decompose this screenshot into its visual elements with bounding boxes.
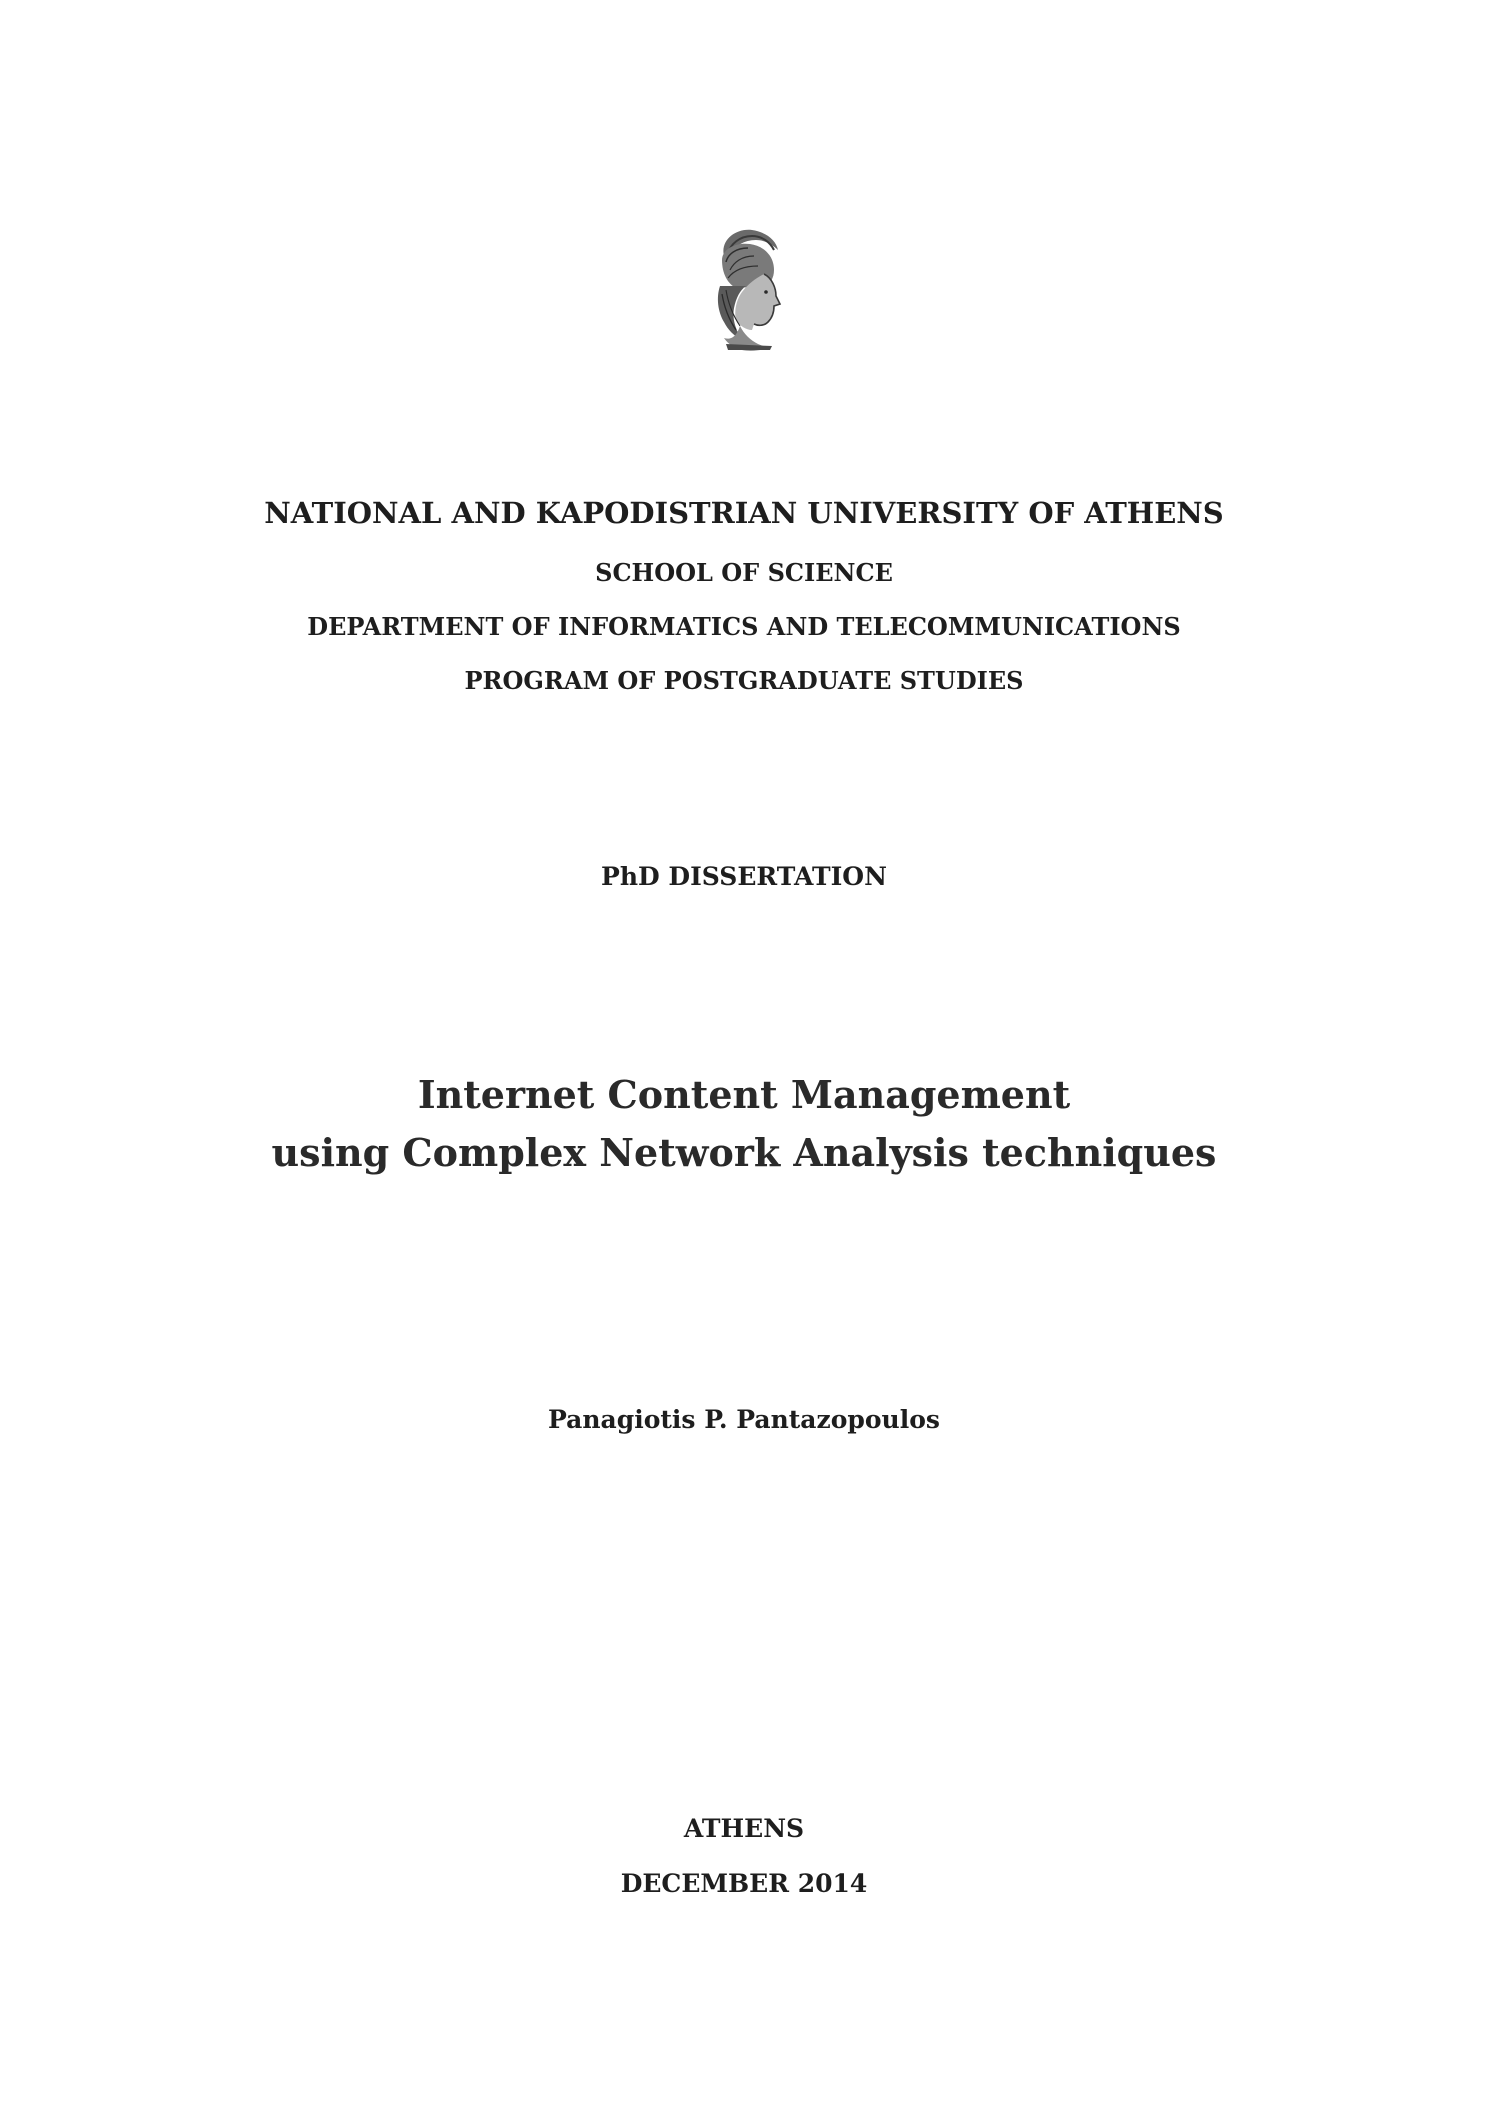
city: ATHENS bbox=[683, 1814, 805, 1843]
dissertation-title-line-2: using Complex Network Analysis techniques bbox=[271, 1130, 1217, 1175]
document-type: PhD DISSERTATION bbox=[601, 862, 887, 891]
program-name: PROGRAM OF POSTGRADUATE STUDIES bbox=[464, 666, 1024, 695]
department-name: DEPARTMENT OF INFORMATICS AND TELECOMMUNICATIONS bbox=[307, 612, 1181, 641]
athena-head-emblem-icon bbox=[706, 226, 788, 354]
school-name: SCHOOL OF SCIENCE bbox=[595, 558, 893, 587]
university-name: NATIONAL AND KAPODISTRIAN UNIVERSITY OF ATHENS bbox=[264, 496, 1224, 530]
dissertation-title-line-1: Internet Content Management bbox=[417, 1072, 1071, 1117]
author-name: Panagiotis P. Pantazopoulos bbox=[548, 1405, 940, 1434]
date: DECEMBER 2014 bbox=[620, 1869, 868, 1898]
